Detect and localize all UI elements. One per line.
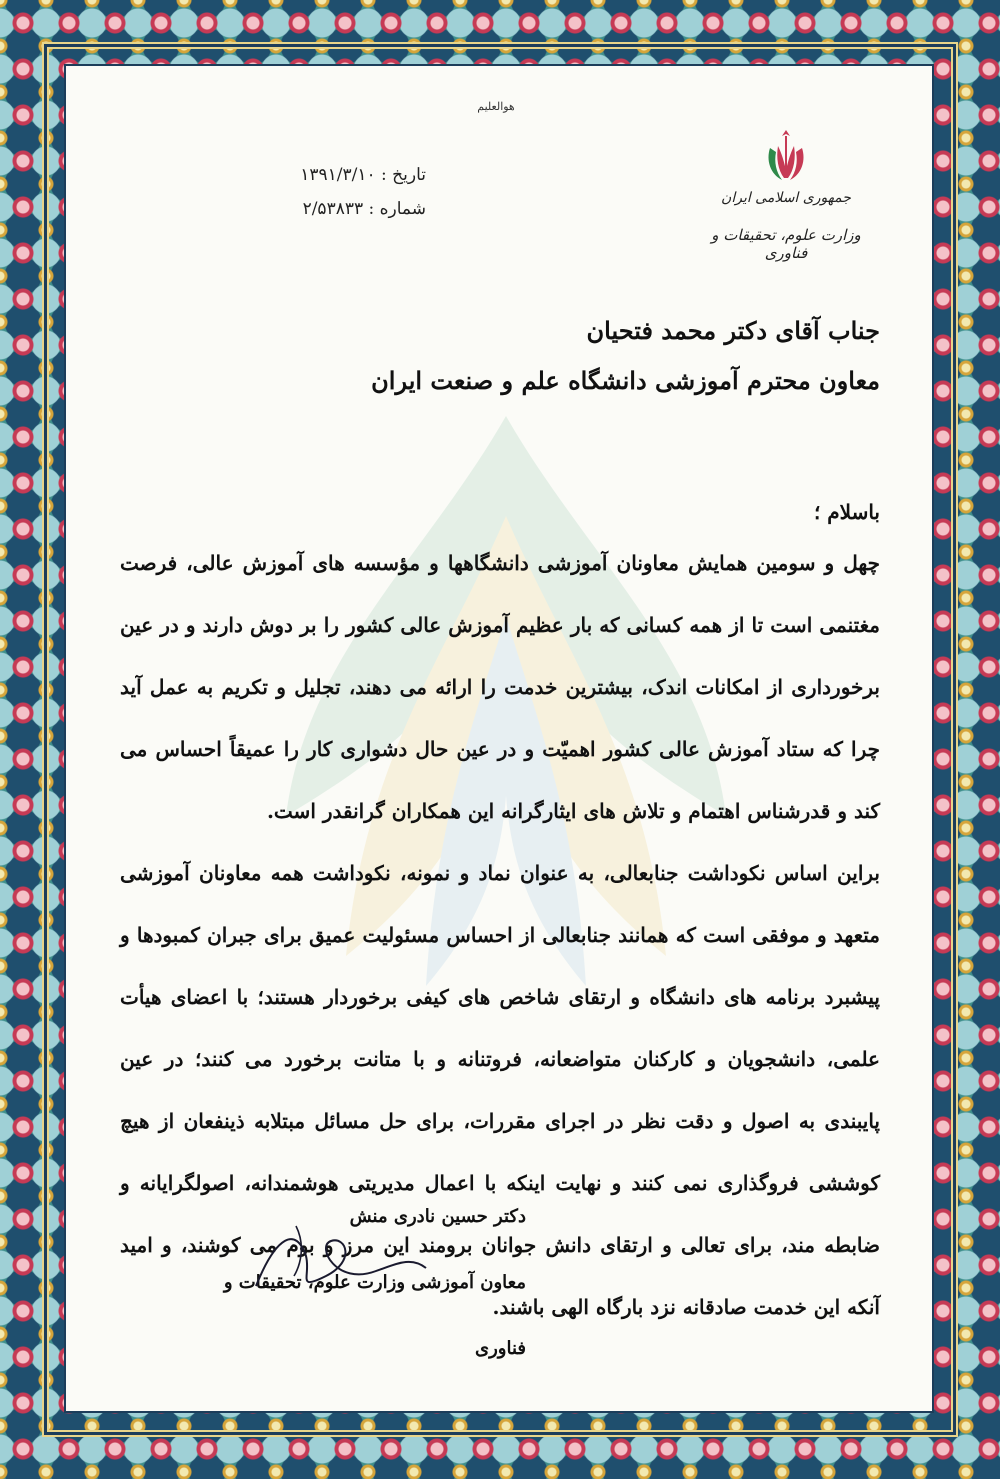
letter-meta [186,158,426,226]
date-row [186,158,426,192]
recipient-block [260,306,880,406]
number-row [186,192,426,226]
letter-paper [66,66,932,1411]
handwritten-signature [236,1216,436,1306]
signatory-title: معاون آموزشی وزارت علوم، تحقیقات و فناوری [223,1272,526,1359]
date-value: ۱۳۹۱/۳/۱۰ [300,165,376,185]
emblem-caption: جمهوری اسلامی ایران [721,190,851,206]
invocation-text: هوالعلیم [477,100,515,113]
recipient-position: معاون محترم آموزشی دانشگاه علم و صنعت ایران [371,366,880,395]
iran-emblem-icon [754,124,818,188]
greeting: باسلام ؛ [813,500,880,524]
date-label: تاریخ : [381,165,426,185]
paragraph-2: براین اساس نکوداشت جنابعالی، به عنوان نماد و نمونه، نکوداشت همه معاونان آموزشی متعهد و موفقی است که همانند جنابعالی از احساس مسئولیت عمیق برای جبران کمبودها و پیشبرد برنامه های دانشگاه و ارتقای شاخص های کیفی برخوردار هستند؛ با اعضای هیأت علمی، دانشجویان و کارکنان متواضعانه، فروتنانه و با متانت برخورد می کنند؛ در عین پایبندی به اصول و دقت نظر در اجرای مقررات، برای حل مسائل مبتلابه ذینفعان از هیچ کوششی فروگذاری نمی کنند و نهایت اینکه با اعمال مدیریتی هوشمندانه، اصولگرایانه و ضابطه مند، برای تعالی و ارتقای دانش جوانان برومند این مرز و بوم می کوشند، و امید آنکه این خدمت صادقانه نزد بارگاه الهی باشند. [120,861,880,1319]
number-value: ۲/۵۳۸۳۳ [302,199,364,219]
ministry-name: وزارت علوم، تحقیقات و فناوری [711,226,861,262]
signatory-name: دکتر حسین نادری منش [349,1206,526,1227]
recipient-name: جناب آقای دکتر محمد فتحیان [586,316,880,345]
paragraph-1: چهل و سومین همایش معاونان آموزشی دانشگاهها و مؤسسه های آموزش عالی، فرصت مغتنمی است تا از همه کسانی که بار عظیم آموزش عالی کشور را بر دوش دارند و در عین برخورداری از امکانات اندک، بیشترین خدمت را ارائه می دهند، تجلیل و تکریم به عمل آید چرا که ستاد آموزش عالی کشور اهمیّت و در عین حال دشواری کار را عمیقاً احساس می کند و قدرشناس اهتمام و تلاش های ایثارگرانه این همکاران گرانقدر است. [120,551,880,823]
number-label: شماره : [368,199,426,219]
